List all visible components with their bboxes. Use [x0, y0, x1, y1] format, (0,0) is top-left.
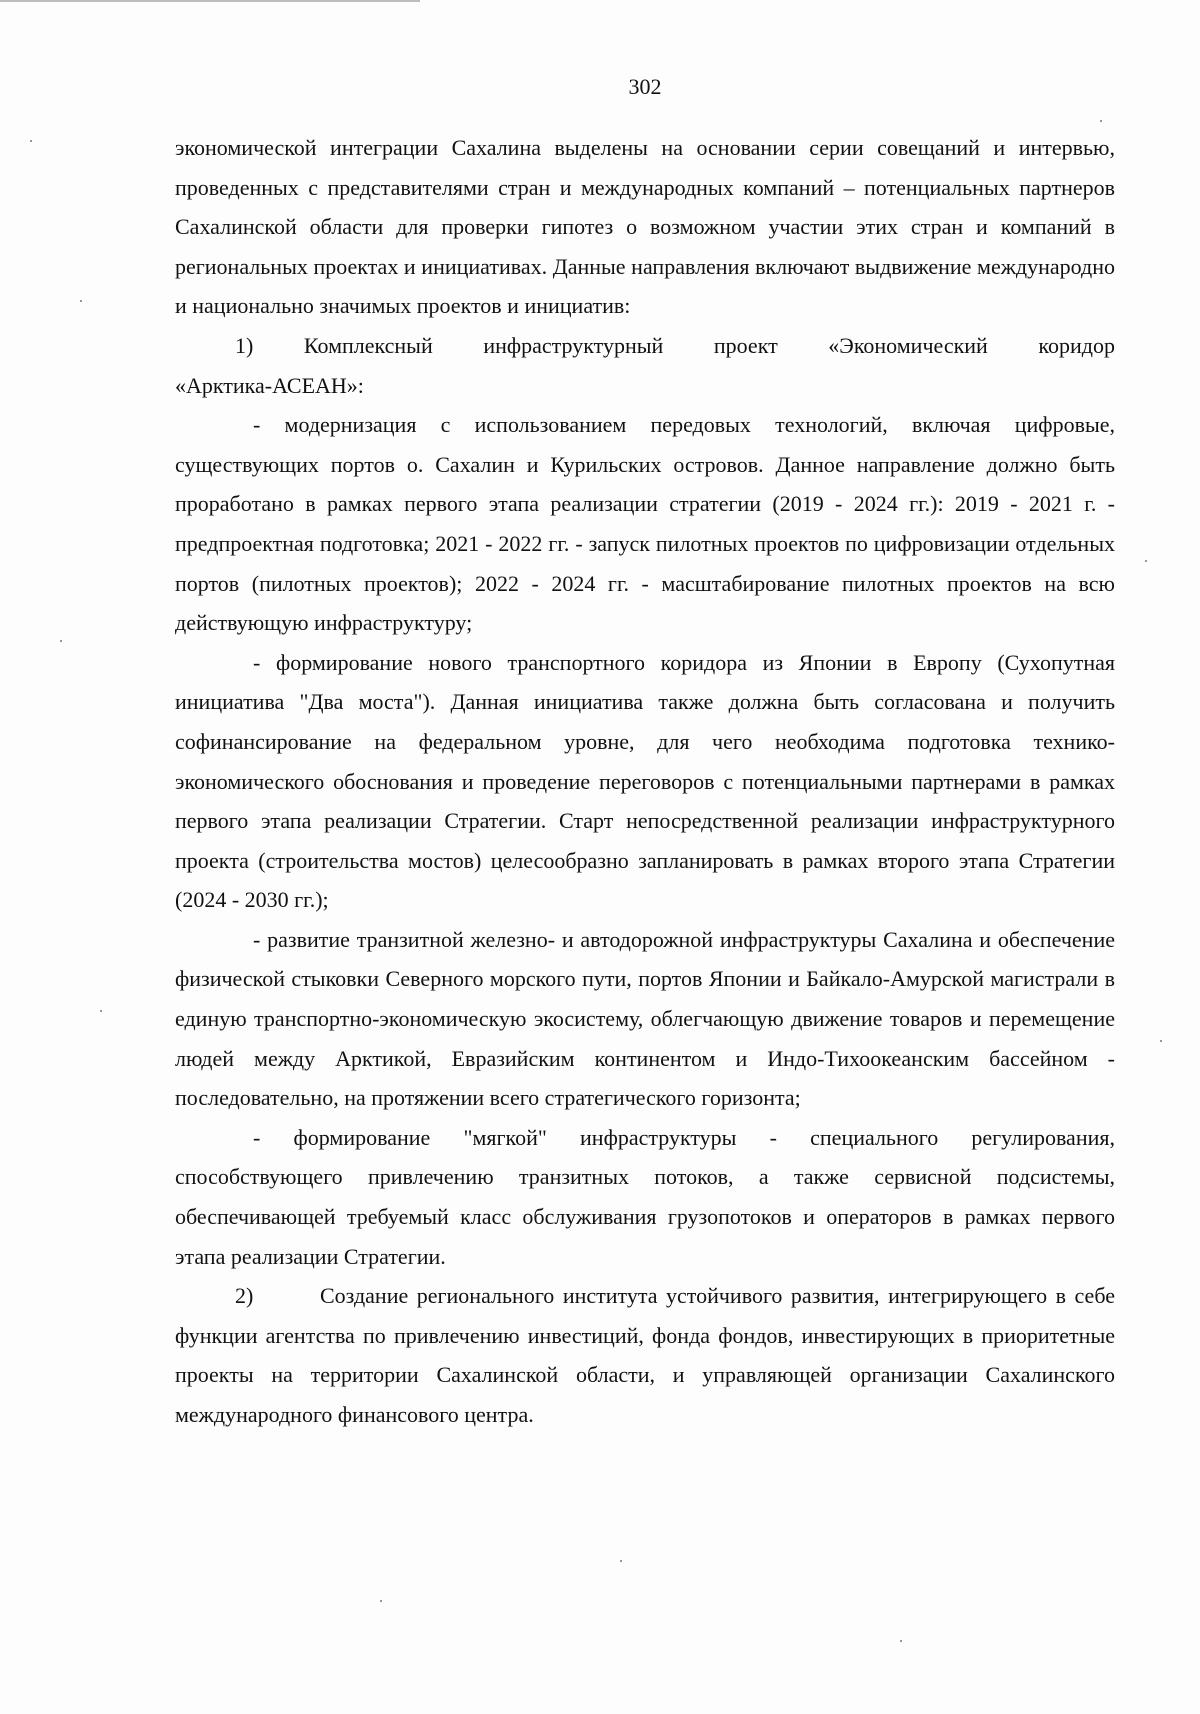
- scan-top-edge: [0, 0, 420, 2]
- paragraph-bullet-soft-infrastructure: - формирование "мягкой" инфраструктуры - специального регулирования, способствующего привлечению транзитных потоков, а также сервисной подсистемы, обеспечивающей требуемый класс обслуживания грузопотоков и операторов в рамках первого этапа реализации Стратегии.: [175, 1124, 1115, 1269]
- list-item-1-word: коридор: [1038, 332, 1115, 358]
- scan-speck: [60, 640, 62, 642]
- list-item-1-number: 1): [235, 332, 254, 358]
- list-item-1-word: «Экономический: [828, 332, 988, 358]
- scan-speck: [1100, 120, 1102, 122]
- list-item-2-text: Создание регионального института устойчивого развития, интегрирующего в себе функции агентства по привлечению инвестиций, фонда фондов, инвестирующих в приоритетные проекты на территории Сахалинской области, и управляющей организации Сахалинского международного финансового центра.: [175, 1283, 1115, 1427]
- scan-speck: [80, 300, 82, 302]
- scan-speck: [900, 1640, 902, 1642]
- paragraph-bullet-corridor: - формирование нового транспортного коридора из Японии в Европу (Сухопутная инициатива "Два моста"). Данная инициатива также должна быть согласована и получить софинансирование на федеральном уровне, для чего необходима подготовка технико-экономического обоснования и проведение переговоров с потенциальными партнерами в рамках первого этапа реализации Стратегии. Старт непосредственной реализации инфраструктурного проекта (строительства мостов) целесообразно запланировать в рамках второго этапа Стратегии (2024 - 2030 гг.);: [175, 649, 1115, 913]
- list-item-1-line: [175, 326, 1115, 366]
- scan-speck: [620, 1560, 622, 1562]
- paragraph-intro: экономической интеграции Сахалина выделены на основании серии совещаний и интервью, проведенных с представителями стран и международных компаний – потенциальных партнеров Сахалинской области для проверки гипотез о возможном участии этих стран и компаний в региональных проектах и инициативах. Данные направления включают выдвижение международно и национально значимых проектов и инициатив:: [175, 135, 1115, 319]
- paragraph-bullet-transit: - развитие транзитной железно- и автодорожной инфраструктуры Сахалина и обеспечение физической стыковки Северного морского пути, портов Японии и Байкало-Амурской магистрали в единую транспортно-экономическую экосистему, облегчающую движение товаров и перемещение людей между Арктикой, Евразийским континентом и Индо-Тихоокеанским бассейном - последовательно, на протяжении всего стратегического горизонта;: [175, 926, 1115, 1111]
- scan-speck: [1160, 1040, 1162, 1042]
- list-item-1-title-tail: «Арктика-АСЕАН»:: [175, 372, 364, 398]
- list-item-2-number: 2): [235, 1283, 254, 1309]
- page-number: 302: [628, 74, 662, 99]
- scan-speck: [1145, 560, 1147, 562]
- list-item-1-word: Комплексный: [303, 332, 433, 358]
- list-item-2: [175, 1276, 1115, 1434]
- scan-speck: [100, 1010, 102, 1012]
- document-body: [175, 128, 1115, 1435]
- paragraph-bullet-ports: - модернизация с использованием передовых технологий, включая цифровые, существующих портов о. Сахалин и Курильских островов. Данное направление должно быть проработано в рамках первого этапа реализации стратегии (2019 - 2024 гг.): 2019 - 2021 г. - предпроектная подготовка; 2021 - 2022 гг. - запуск пилотных проектов по цифровизации отдельных портов (пилотных проектов); 2022 - 2024 гг. - масштабирование пилотных проектов на всю действующую инфраструктуру;: [175, 412, 1115, 636]
- list-item-1-word: инфраструктурный: [483, 332, 664, 358]
- scan-speck: [30, 140, 32, 142]
- scan-speck: [380, 1600, 382, 1602]
- list-item-1-word: проект: [713, 332, 778, 358]
